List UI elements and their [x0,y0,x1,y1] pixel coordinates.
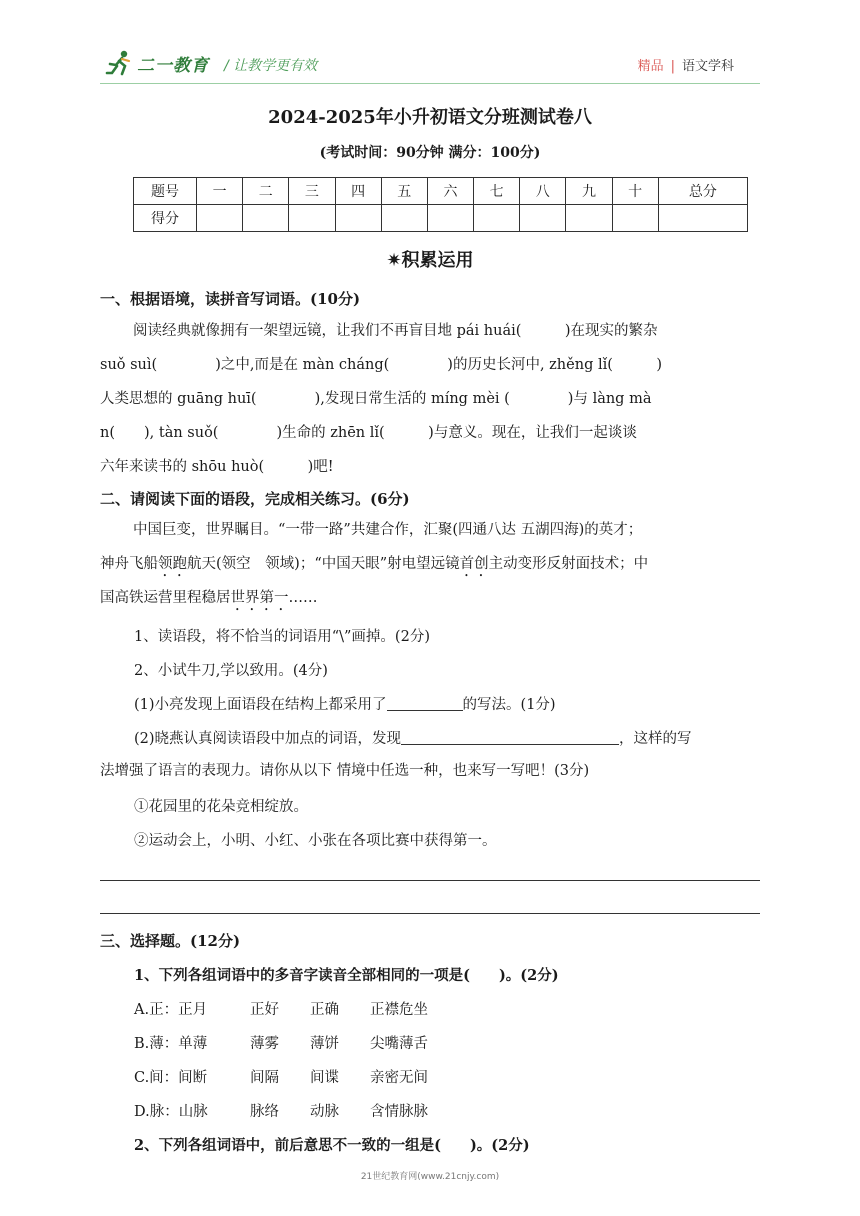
score-cell[interactable] [335,205,381,232]
score-cell[interactable] [289,205,335,232]
option-word: C.间：间断 [134,1070,208,1086]
question-2-sub-2 [134,727,692,748]
option-word: 薄饼 [310,1036,339,1052]
page-footer: 21世纪教育网(www.21cnjy.com) [360,1172,500,1182]
sub-question-text: (2)晓燕认真阅读语段中加点的词语，发现 [134,731,402,747]
score-cell[interactable] [427,205,473,232]
question-2-sub-1 [134,693,556,714]
table-cell: 题号 [134,178,197,205]
dotted-word: 首创 [459,556,489,572]
passage-line: n( ), tàn suǒ( )生命的 zhēn lǐ( )与意义。现在，让我们一起谈谈 [100,425,637,441]
passage-line: 人类思想的 guāng huī( ),发现日常生活的 míng mèi ( )与 làng mà [100,391,652,407]
table-cell: 五 [381,178,427,205]
section-heading: ✷积累运用 [386,250,474,271]
table-cell: 得分 [134,205,197,232]
header-divider [100,83,760,84]
table-cell: 六 [427,178,473,205]
passage-line [100,581,760,615]
choice-option-c[interactable] [134,1066,428,1087]
table-cell: 一 [197,178,243,205]
answer-blank[interactable] [401,728,619,745]
sub-question-text: 的写法。(1分) [462,697,556,713]
quality-tag: 精品 [637,59,664,74]
page-title: 2024-2025年小升初语文分班测试卷八 [268,107,592,128]
option-word: 脉络 [250,1104,279,1120]
page-header [0,0,860,90]
answer-blank[interactable] [387,694,463,711]
option-word: 含情脉脉 [370,1104,428,1120]
table-row [134,178,748,205]
table-row [134,205,748,232]
score-cell[interactable] [381,205,427,232]
passage-line: 阅读经典就像拥有一架望远镜，让我们不再盲目地 pái huái( )在现实的繁杂 [133,323,658,339]
header-tags: 精品 | 语文学科 [637,59,734,74]
choice-option-d[interactable] [134,1100,428,1121]
question-2-item-1: 1、读语段，将不恰当的词语用“\”画掉。(2分) [134,629,430,645]
passage-line: 法增强了语言的表现力。请你从以下 情境中任选一种，也来写一写吧！(3分) [100,763,590,779]
option-word: 动脉 [310,1104,339,1120]
choice-option-b[interactable] [134,1032,428,1053]
score-cell[interactable] [658,205,747,232]
passage-text: 神舟飞船 [100,556,158,572]
table-cell: 三 [289,178,335,205]
score-cell[interactable] [612,205,658,232]
table-cell: 七 [474,178,520,205]
answer-line[interactable] [100,913,760,914]
slogan: / 让教学更有效 [224,58,318,74]
table-cell: 二 [243,178,289,205]
score-table [133,177,748,232]
score-cell[interactable] [197,205,243,232]
score-cell[interactable] [566,205,612,232]
option-word: A.正：正月 [134,1002,208,1018]
question-3-item-1: 1、下列各组词语中的多音字读音全部相同的一项是( )。(2分) [134,967,559,984]
option-word: B.薄：单薄 [134,1036,208,1052]
option-word: 尖嘴薄舌 [370,1036,428,1052]
logo-text: 二一教育 [137,55,209,76]
passage-text: 国高铁运营里程稳居 [100,590,231,606]
option-word: 间谍 [310,1070,339,1086]
dotted-word: 世界第一 [230,590,289,606]
score-cell[interactable] [474,205,520,232]
scenario-option-1: ①花园里的花朵竞相绽放。 [134,799,308,815]
brand-logo [105,48,209,78]
sub-question-text: (1)小亮发现上面语段在结构上都采用了 [134,697,387,713]
passage-line: suǒ suì( )之中,而是在 màn cháng( )的历史长河中, zhěng lǐ( ) [100,357,663,373]
passage-line: 六年来读书的 shōu huò( )吧! [100,459,334,475]
scenario-option-2: ②运动会上，小明、小红、小张在各项比赛中获得第一。 [134,833,497,849]
option-word: 间隔 [250,1070,279,1086]
passage-text: 主动变形反射面技术；中 [488,556,649,572]
dotted-word: 领跑 [158,556,187,572]
question-2-sub-2-cont [100,754,760,788]
question-1-passage [100,314,760,484]
option-word: D.脉：山脉 [134,1104,208,1120]
question-1-heading: 一、根据语境，读拼音写词语。(10分) [100,290,361,308]
choice-option-a[interactable] [134,998,428,1019]
passage-text: 航天(领空 领域)；“中国天眼”射电望远镜 [187,556,460,572]
score-cell[interactable] [520,205,566,232]
option-word: 正襟危坐 [370,1002,428,1018]
subject-tag: 语文学科 [681,59,734,74]
score-cell[interactable] [243,205,289,232]
option-word: 薄雾 [250,1036,279,1052]
table-cell: 八 [520,178,566,205]
question-3-item-2: 2、下列各组词语中，前后意思不一致的一组是( )。(2分) [134,1137,530,1154]
question-3-heading: 三、选择题。(12分) [100,932,241,950]
table-cell: 九 [566,178,612,205]
runner-logo-icon [105,48,135,78]
option-word: 正确 [310,1002,339,1018]
table-cell: 总分 [658,178,747,205]
option-word: 正好 [250,1002,279,1018]
table-cell: 十 [612,178,658,205]
passage-line [100,547,760,581]
question-2-passage [100,513,760,615]
question-2-item-2: 2、小试牛刀,学以致用。(4分) [134,663,328,679]
answer-line[interactable] [100,880,760,881]
passage-text: …… [288,590,318,606]
table-cell: 四 [335,178,381,205]
question-2-heading: 二、请阅读下面的语段，完成相关练习。(6分) [100,490,410,508]
option-word: 亲密无间 [370,1070,428,1086]
exam-info: (考试时间：90分钟 满分：100分) [319,145,541,161]
sub-question-text: ，这样的写 [619,731,692,747]
passage-line: 中国巨变，世界瞩目。“一带一路”共建合作，汇聚(四通八达 五湖四海)的英才； [133,522,643,538]
